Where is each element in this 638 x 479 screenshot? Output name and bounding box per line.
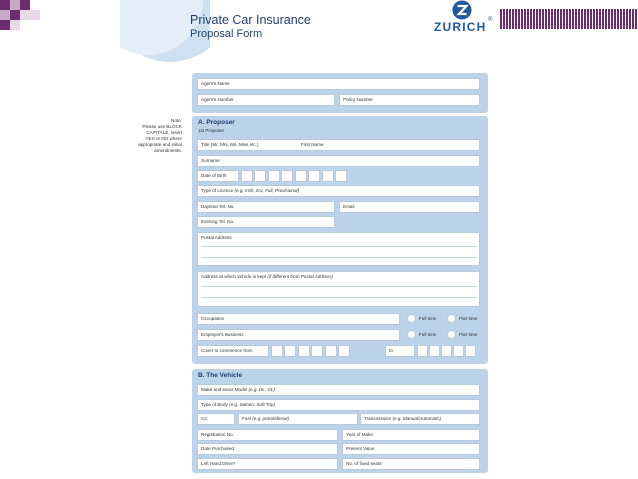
vehicle-panel [192,369,488,473]
address-line [201,257,477,258]
fixed-seats-field[interactable]: No. of fixed seats [342,458,480,470]
dob-digit-cell[interactable] [322,170,334,182]
cover-from-digit-cell[interactable] [311,345,323,357]
policy-number-field[interactable]: Policy Number [339,94,480,106]
registered-mark: ® [488,17,493,23]
proposer-panel [192,116,488,364]
address-line [201,297,477,298]
dob-digit-cell[interactable] [281,170,293,182]
employer-part-time-radio[interactable] [447,330,456,339]
fuel-field[interactable]: Fuel (e.g. petrol/diesel) [238,413,358,425]
occupation-field[interactable]: Occupation [197,313,400,325]
instructions-note [122,118,182,154]
date-purchased-field[interactable]: Date Purchased [197,443,338,455]
cover-to-digit-cell[interactable] [453,345,464,357]
cover-to-digit-cell[interactable] [465,345,476,357]
note-heading: Note: [171,118,182,123]
dob-digit-cell[interactable] [241,170,253,182]
cc-field[interactable]: CC [197,413,235,425]
dob-digit-cell[interactable] [308,170,320,182]
licence-type-field[interactable]: Type of Licence (e.g. Irish, EU, Full, Provisional) [197,185,480,197]
left-hand-drive-field[interactable]: Left Hand Drive? [197,458,338,470]
full-time-label: Full time [419,332,437,337]
employers-business-field[interactable]: Employer's Business [197,329,400,341]
occupation-full-time-radio[interactable] [407,314,416,323]
form-subtitle: Proposal Form [190,28,263,40]
registration-field[interactable]: Registration No. [197,429,338,441]
part-time-label: Part time [459,316,478,321]
brand-name: ZURICH [434,20,487,34]
dob-digit-cell[interactable] [254,170,266,182]
address-line [201,246,477,247]
occupation-part-time-radio[interactable] [447,314,456,323]
agent-number-field[interactable]: Agent's Number [197,94,335,106]
cover-from-digit-cell[interactable] [338,345,350,357]
cover-from-digit-cell[interactable] [271,345,283,357]
cover-to-digit-cell[interactable] [417,345,428,357]
employer-full-time-radio[interactable] [407,330,416,339]
transmission-field[interactable]: Transmission (e.g. Manual/Automatic) [360,413,480,425]
first-proposer-label: 1st Proposer [198,128,225,133]
note-line: YES or NO where [145,136,182,141]
cover-from-digit-cell[interactable] [325,345,337,357]
cover-from-digit-cell[interactable] [298,345,310,357]
zurich-logo-icon [451,0,473,20]
address-line [201,286,477,287]
daytime-tel-field[interactable]: Daytime Tel. No. [197,201,335,213]
agent-name-field[interactable]: Agent's Name [197,78,480,90]
dob-label-box: Date of Birth [197,170,239,182]
dob-digit-cell[interactable] [268,170,280,182]
postal-address-field[interactable]: Postal Address [197,232,480,266]
title-first-name-field[interactable]: Title (Mr, Mrs, Ms, Miss etc.) First Name [197,139,480,151]
note-line: appropriate and initial [138,142,182,147]
year-of-make-field[interactable]: Year of Make [342,429,480,441]
section-heading-proposer: A. Proposer [198,119,235,126]
vehicle-kept-address-field[interactable]: Address at which vehicle is kept (if different from Postal Address) [197,271,480,307]
note-line: amendments. [154,148,182,153]
form-title: Private Car Insurance [190,13,311,27]
cover-to-digit-cell[interactable] [441,345,452,357]
decorative-stripes [500,9,638,29]
dob-digit-cell[interactable] [335,170,347,182]
body-type-field[interactable]: Type of Body (e.g. Saloon, Soft Top) [197,399,480,411]
email-field[interactable]: Email [339,201,480,213]
make-model-field[interactable]: Make and exact Model (e.g. DL, GL) [197,384,480,396]
part-time-label: Part time [459,332,478,337]
cover-from-digit-cell[interactable] [284,345,296,357]
note-line: CAPITALS, insert [146,130,182,135]
cover-to-label-box: to [385,345,415,357]
cover-to-digit-cell[interactable] [429,345,440,357]
agent-panel [192,73,488,113]
surname-field[interactable]: Surname [197,155,480,167]
evening-tel-field[interactable]: Evening Tel. No. [197,216,335,228]
cover-from-label-box: Cover to commence from [197,345,269,357]
note-line: Please use BLOCK [142,124,182,129]
dob-digit-cell[interactable] [295,170,307,182]
present-value-field[interactable]: Present Value [342,443,480,455]
section-heading-vehicle: B. The Vehicle [198,372,243,379]
full-time-label: Full time [419,316,437,321]
